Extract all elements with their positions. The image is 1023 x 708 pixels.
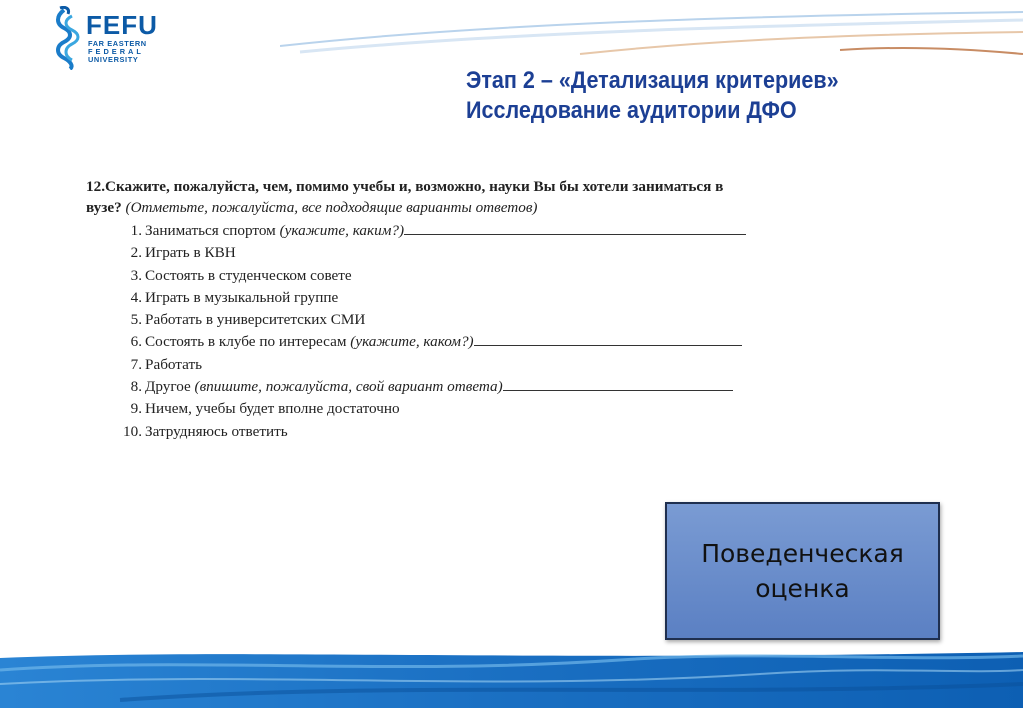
logo-line-2: FEDERAL (88, 47, 144, 57)
header-swoosh-decoration (280, 6, 1023, 70)
logo-name: FEFU (86, 10, 158, 40)
option-number: 9. (130, 400, 142, 418)
box-label: Поведенческая оценка (701, 539, 904, 603)
logo-line-3: UNIVERSITY (88, 55, 139, 65)
logo-line-1: FAR EASTERN (88, 39, 147, 48)
answer-option (86, 242, 926, 264)
survey-question (86, 178, 926, 443)
behavioral-assessment-box (665, 502, 940, 640)
option-text: Играть в КВН (145, 244, 236, 262)
option-number: 1. (130, 222, 142, 239)
answer-option (86, 287, 926, 309)
answer-option (86, 421, 926, 443)
answer-option (86, 309, 926, 331)
option-number: 6. (130, 333, 142, 351)
fill-in-line (503, 376, 733, 391)
question-text-end: вузе? (86, 199, 122, 216)
option-hint: (укажите, каким?) (279, 222, 405, 239)
fill-in-line (404, 220, 746, 235)
option-text: Играть в музыкальной группе (145, 288, 339, 306)
option-number: 2. (130, 244, 142, 262)
option-number: 3. (130, 266, 142, 284)
option-number: 8. (130, 378, 142, 396)
answer-option (86, 331, 926, 353)
option-hint: (впишите, пожалуйста, свой вариант ответа) (194, 378, 503, 396)
question-text: 12.Скажите, пожалуйста, чем, помимо учебы и, возможно, науки Вы бы хотели заниматься в (86, 178, 724, 195)
question-hint: (Отметьте, пожалуйста, все подходящие варианты ответов) (125, 199, 538, 216)
answer-option (86, 354, 926, 376)
fefu-logo (52, 6, 182, 72)
option-text: Работать (145, 355, 203, 373)
option-number: 7. (130, 355, 142, 373)
answer-options (86, 220, 926, 443)
option-text: Состоять в клубе по интересам (145, 333, 351, 351)
question-text-cont (86, 199, 926, 217)
option-text: Затрудняюсь ответить (145, 422, 288, 440)
option-number: 4. (130, 288, 142, 306)
fill-in-line (474, 331, 742, 346)
option-text: Работать в университетских СМИ (145, 311, 366, 329)
answer-option (86, 220, 926, 242)
option-text: Состоять в студенческом совете (145, 266, 352, 284)
title-line-2: Исследование аудитории ДФО (466, 97, 797, 124)
option-number: 10. (123, 422, 142, 440)
answer-option (86, 265, 926, 287)
option-text: Ничем, учебы будет вполне достаточно (145, 400, 400, 418)
slide-title (466, 66, 839, 126)
logo-subtitle (88, 40, 147, 65)
option-number: 5. (130, 311, 142, 329)
option-text: Заниматься спортом (145, 222, 280, 239)
answer-option (86, 376, 926, 398)
option-text: Другое (145, 378, 195, 396)
answer-option (86, 398, 926, 420)
footer-wave-decoration (0, 640, 1023, 708)
option-hint: (укажите, каком?) (350, 333, 474, 351)
title-line-1: Этап 2 – «Детализация критериев» (466, 67, 839, 94)
